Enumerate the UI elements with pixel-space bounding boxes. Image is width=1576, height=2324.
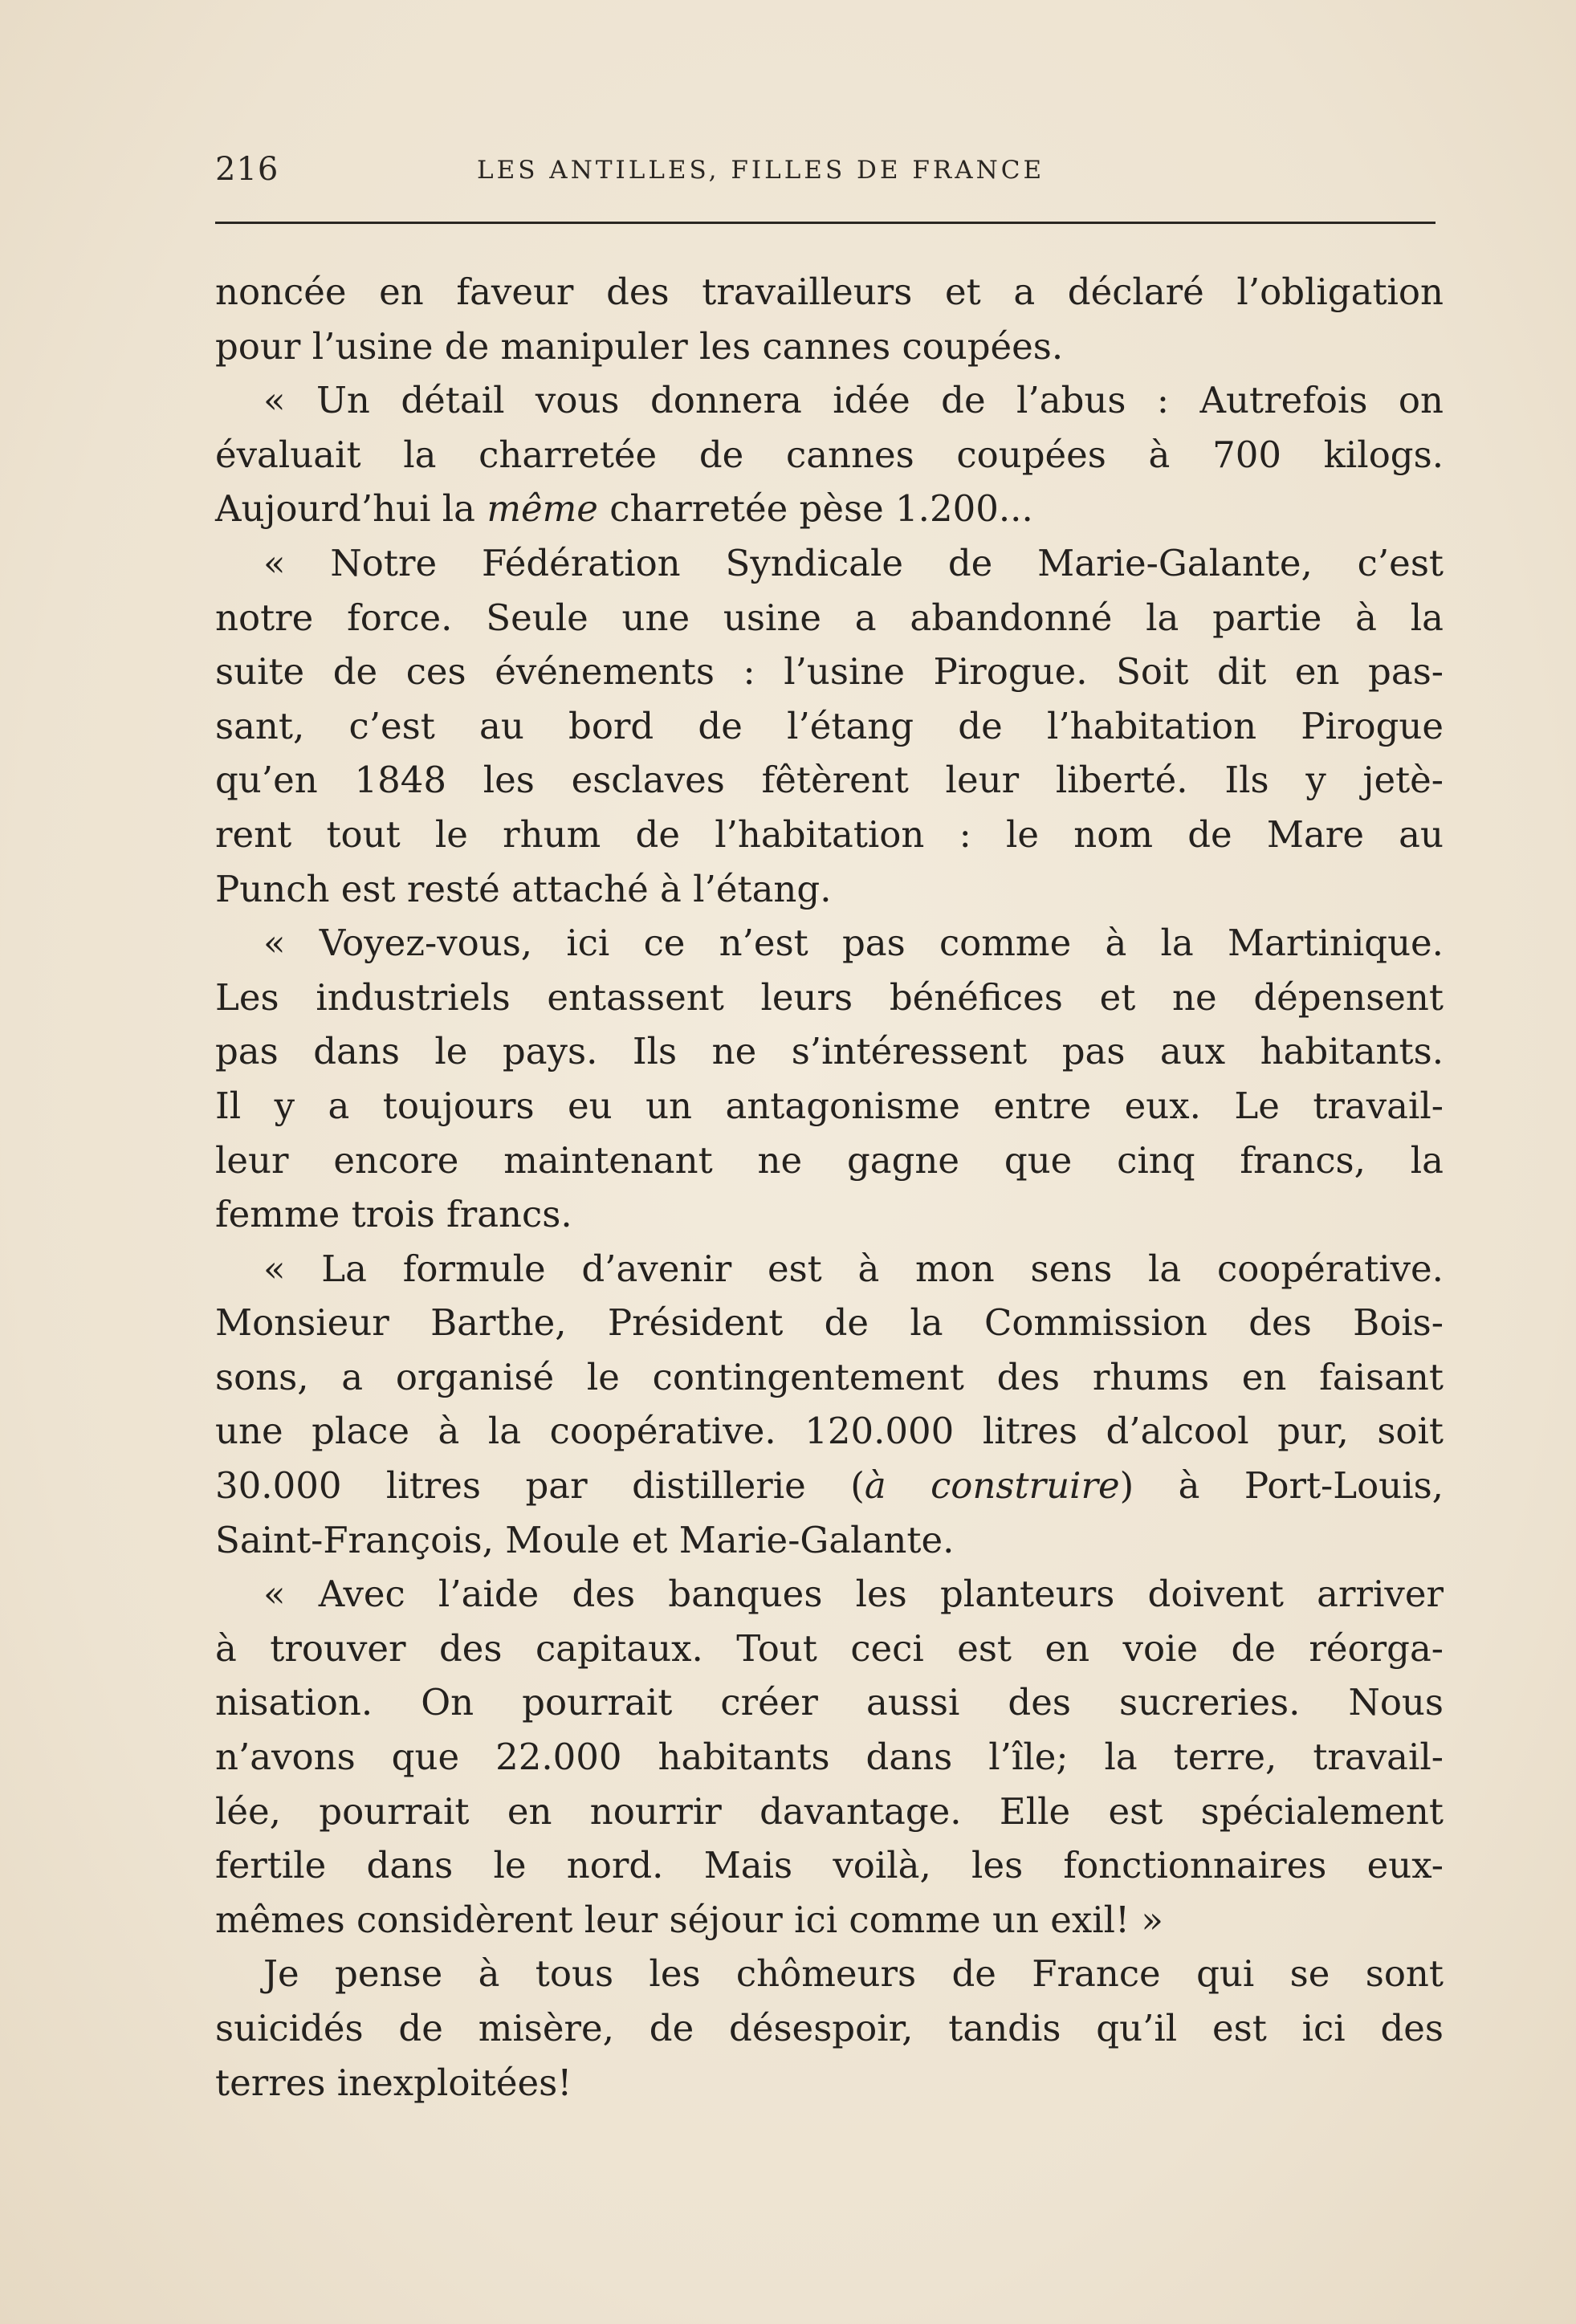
text-line: lée, pourrait en nourrir davantage. Elle est spécialement — [215, 1789, 1444, 1833]
text-line: Punch est resté attaché à l’étang. — [215, 867, 832, 910]
italic-emphasis: à construire — [864, 1464, 1120, 1508]
text-line: évaluait la charretée de cannes coupées à 700 kilogs. — [215, 433, 1444, 476]
text-line: une place à la coopérative. 120.000 litres d’alcool pur, soit — [215, 1410, 1444, 1453]
text-line: noncée en faveur des travailleurs et a déclaré l’obligation — [215, 271, 1444, 313]
text-line: Il y a toujours eu un antagonisme entre eux. Le travail- — [215, 1084, 1444, 1127]
text-line: Monsieur Barthe, Président de la Commission des Bois- — [215, 1301, 1444, 1345]
header-rule — [215, 222, 1436, 224]
text-line: pour l’usine de manipuler les cannes coupées. — [215, 324, 1064, 368]
page-header — [215, 151, 1444, 196]
text-line: notre force. Seule une usine a abandonné la partie à la — [215, 596, 1444, 639]
text-line: qu’en 1848 les esclaves fêtèrent leur liberté. Ils y jetè- — [215, 759, 1444, 802]
text-line: fertile dans le nord. Mais voilà, les fonctionnaires eux- — [215, 1844, 1444, 1887]
text-line: Saint-François, Moule et Marie-Galante. — [215, 1518, 955, 1561]
text-line: « Notre Fédération Syndicale de Marie-Galante, c’est — [263, 541, 1444, 584]
page-number: 216 — [215, 151, 279, 188]
text-line: « Un détail vous donnera idée de l’abus : Autrefois on — [263, 379, 1444, 422]
text-line: mêmes considèrent leur séjour ici comme un exil! » — [215, 1898, 1163, 1941]
text-line: n’avons que 22.000 habitants dans l’île; la terre, travail- — [215, 1736, 1444, 1779]
text-line: « Voyez-vous, ici ce n’est pas comme à la Martinique. — [263, 922, 1444, 965]
text-line: à trouver des capitaux. Tout ceci est en voie de réorga- — [215, 1626, 1444, 1670]
text-line: « La formule d’avenir est à mon sens la coopérative. — [263, 1247, 1444, 1290]
text-line: nisation. On pourrait créer aussi des sucreries. Nous — [215, 1681, 1444, 1724]
text-line: terres inexploitées! — [215, 2061, 572, 2104]
text-line: leur encore maintenant ne gagne que cinq francs, la — [215, 1138, 1444, 1182]
text-line: Les industriels entassent leurs bénéfices et ne dépensent — [215, 975, 1444, 1019]
text-line-part: Aujourd’hui la — [215, 487, 487, 531]
text-line-part: 30.000 litres par distillerie ( — [215, 1464, 865, 1508]
text-line: rent tout le rhum de l’habitation : le nom de Mare au — [215, 812, 1444, 856]
text-line: Je pense à tous les chômeurs de France qui se sont — [263, 1952, 1444, 1996]
running-title: LES ANTILLES, FILLES DE FRANCE — [477, 156, 1045, 185]
text-line — [215, 482, 1444, 536]
body-text — [215, 265, 1444, 2110]
text-line: pas dans le pays. Ils ne s’intéressent pas aux habitants. — [215, 1030, 1444, 1073]
text-line-part: ) à Port-Louis, — [1119, 1464, 1444, 1508]
italic-emphasis: même — [487, 487, 598, 531]
text-line: sons, a organisé le contingentement des rhums en faisant — [215, 1355, 1444, 1398]
text-line: sant, c’est au bord de l’étang de l’habitation Pirogue — [215, 704, 1444, 747]
text-line: suite de ces événements : l’usine Pirogue. Soit dit en pas- — [215, 650, 1444, 694]
text-line: « Avec l’aide des banques les planteurs doivent arriver — [263, 1573, 1444, 1616]
text-line — [215, 1459, 1444, 1513]
text-line-part: charretée pèse 1.200... — [597, 487, 1033, 531]
text-line: femme trois francs. — [215, 1193, 572, 1236]
text-line: suicidés de misère, de désespoir, tandis qu’il est ici des — [215, 2007, 1444, 2049]
